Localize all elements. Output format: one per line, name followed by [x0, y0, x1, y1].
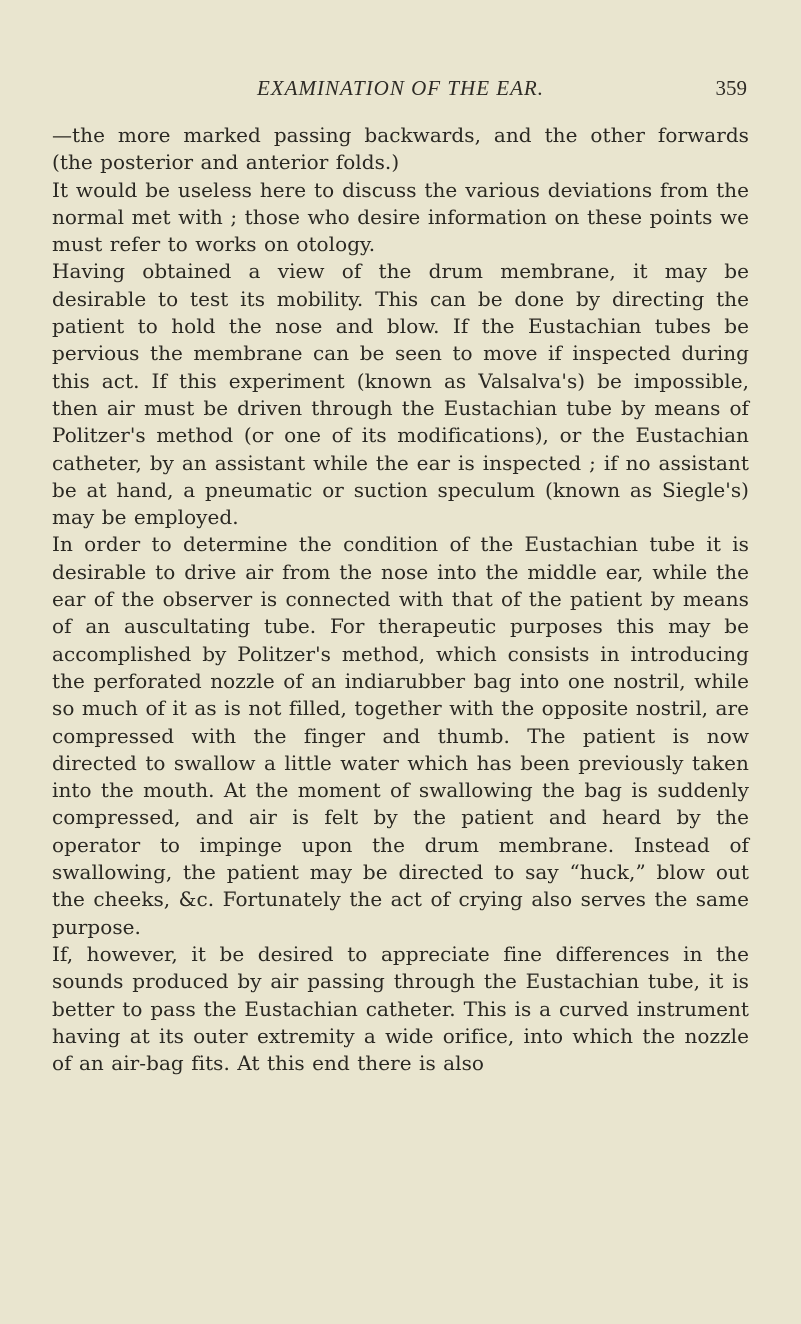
paragraph-deviations: It would be useless here to discuss the various deviations from the normal met with ; those who desire information on these points we must refer to works on otology. [52, 177, 749, 257]
paragraph-catheter: If, however, it be desired to appreciate fine differences in the sounds produced by air passing through the Eustachian tube, it is better to pass the Eustachian catheter. This is a curved instrument having at its outer extremity a wide orifice, into which the nozzle of an air-bag fits. At this end there is also [52, 941, 749, 1076]
running-head [52, 76, 749, 116]
running-title: EXAMINATION OF THE EAR. [256, 76, 545, 100]
paragraph-eustachian-tube: In order to determine the condition of the Eustachian tube it is desirable to drive air from the nose into the middle ear, while the ear of the observer is connected with that of the patient by means of an auscultating tube. For therapeutic purposes this may be accomplished by Politzer's method, which consists in introducing the perforated nozzle of an indiarubber bag into one nostril, while so much of it as is not filled, together with the opposite nostril, are compressed with the finger and thumb. The patient is now directed to swallow a little water which has been previously taken into the mouth. At the moment of swallowing the bag is suddenly compressed, and air is felt by the patient and heard by the operator to impinge upon the drum membrane. Instead of swallowing, the patient may be directed to say “huck,” blow out the cheeks, &c. Fortunately the act of crying also serves the same purpose. [52, 532, 749, 939]
paragraph-continuation: —the more marked passing backwards, and the other forwards (the posterior and anterior folds.) [52, 123, 749, 175]
page-number: 359 [715, 76, 747, 100]
paragraph-mobility-test: Having obtained a view of the drum membrane, it may be desirable to test its mobility. This can be done by directing the patient to hold the nose and blow. If the Eustachian tubes be pervious the membrane can be seen to move if inspected during this act. If this experiment (known as Valsalva's) be impossible, then air must be driven through the Eustachian tube by means of Politzer's method (or one of its modifications), or the Eustachian catheter, by an assistant while the ear is inspected ; if no assistant be at hand, a pneumatic or suction speculum (known as Siegle's) may be employed. [52, 259, 749, 530]
body-text [52, 122, 749, 1077]
